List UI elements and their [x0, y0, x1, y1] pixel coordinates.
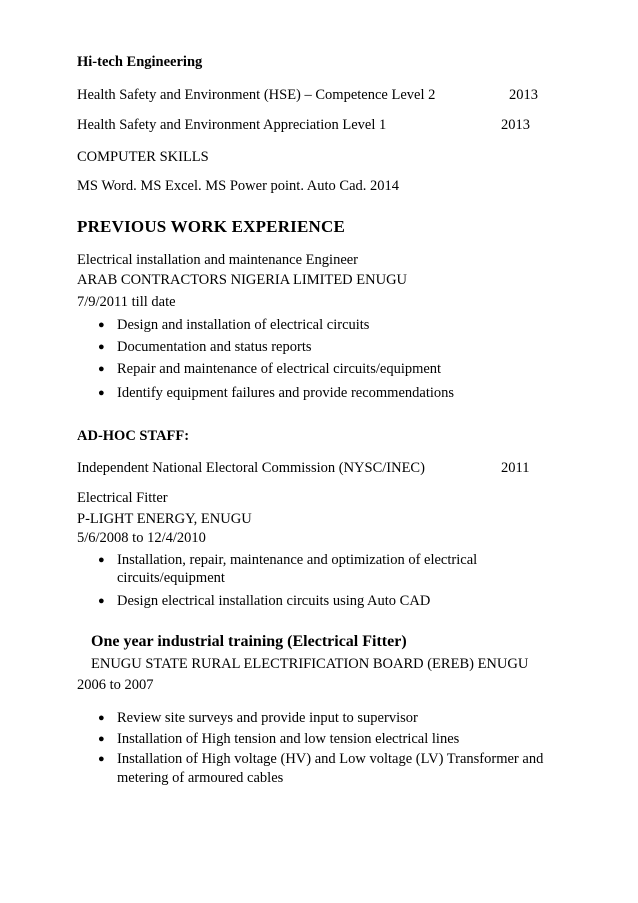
job1-duty-1: Design and installation of electrical circuits: [117, 317, 370, 333]
training-duty-2: Installation of High tension and low tension electrical lines: [117, 731, 460, 747]
work-experience-heading: PREVIOUS WORK EXPERIENCE: [77, 217, 346, 236]
job1-duty-4: Identify equipment failures and provide recommendations: [117, 385, 455, 401]
hse-level2-year: 2013: [509, 87, 538, 103]
job2-duty-2: Design electrical installation circuits using Auto CAD: [117, 593, 431, 609]
training-duty-3-line-2: metering of armoured cables: [117, 770, 284, 786]
computer-skills-heading: COMPUTER SKILLS: [77, 149, 209, 165]
job2-dates: 5/6/2008 to 12/4/2010: [77, 530, 206, 546]
job1-dates: 7/9/2011 till date: [77, 294, 176, 310]
training-duty-3-line-1: Installation of High voltage (HV) and Low voltage (LV) Transformer and: [117, 751, 544, 767]
bullet: ●: [98, 753, 105, 765]
bullet: ●: [98, 595, 105, 607]
bullet: ●: [98, 733, 105, 745]
bullet: ●: [98, 319, 105, 331]
job2-title: Electrical Fitter: [77, 490, 168, 506]
job1-company: ARAB CONTRACTORS NIGERIA LIMITED ENUGU: [77, 272, 408, 288]
job1-title: Electrical installation and maintenance Engineer: [77, 252, 359, 268]
training-duty-1: Review site surveys and provide input to supervisor: [117, 710, 418, 726]
bullet: ●: [98, 387, 105, 399]
job1-duty-3: Repair and maintenance of electrical circuits/equipment: [117, 361, 442, 377]
bullet: ●: [98, 712, 105, 724]
job2-duty-1-line-2: circuits/equipment: [117, 570, 225, 586]
hitech-heading: Hi-tech Engineering: [77, 54, 203, 70]
bullet: ●: [98, 554, 105, 566]
training-dates: 2006 to 2007: [77, 677, 154, 693]
job2-duty-1-line-1: Installation, repair, maintenance and optimization of electrical: [117, 552, 478, 568]
bullet: ●: [98, 341, 105, 353]
adhoc-text: Independent National Electoral Commission (NYSC/INEC): [77, 460, 425, 476]
job2-company: P-LIGHT ENERGY, ENUGU: [77, 511, 252, 527]
training-org: ENUGU STATE RURAL ELECTRIFICATION BOARD (EREB) ENUGU: [91, 656, 529, 672]
adhoc-year: 2011: [501, 460, 530, 476]
training-heading: One year industrial training (Electrical Fitter): [91, 633, 407, 650]
job1-duty-2: Documentation and status reports: [117, 339, 312, 355]
adhoc-heading: AD-HOC STAFF:: [77, 428, 190, 444]
hse-level1-text: Health Safety and Environment Appreciation Level 1: [77, 117, 387, 133]
hse-level1-year: 2013: [501, 117, 530, 133]
hse-level2-text: Health Safety and Environment (HSE) – Competence Level 2: [77, 87, 436, 103]
computer-skills-text: MS Word. MS Excel. MS Power point. Auto Cad. 2014: [77, 178, 400, 194]
bullet: ●: [98, 363, 105, 375]
